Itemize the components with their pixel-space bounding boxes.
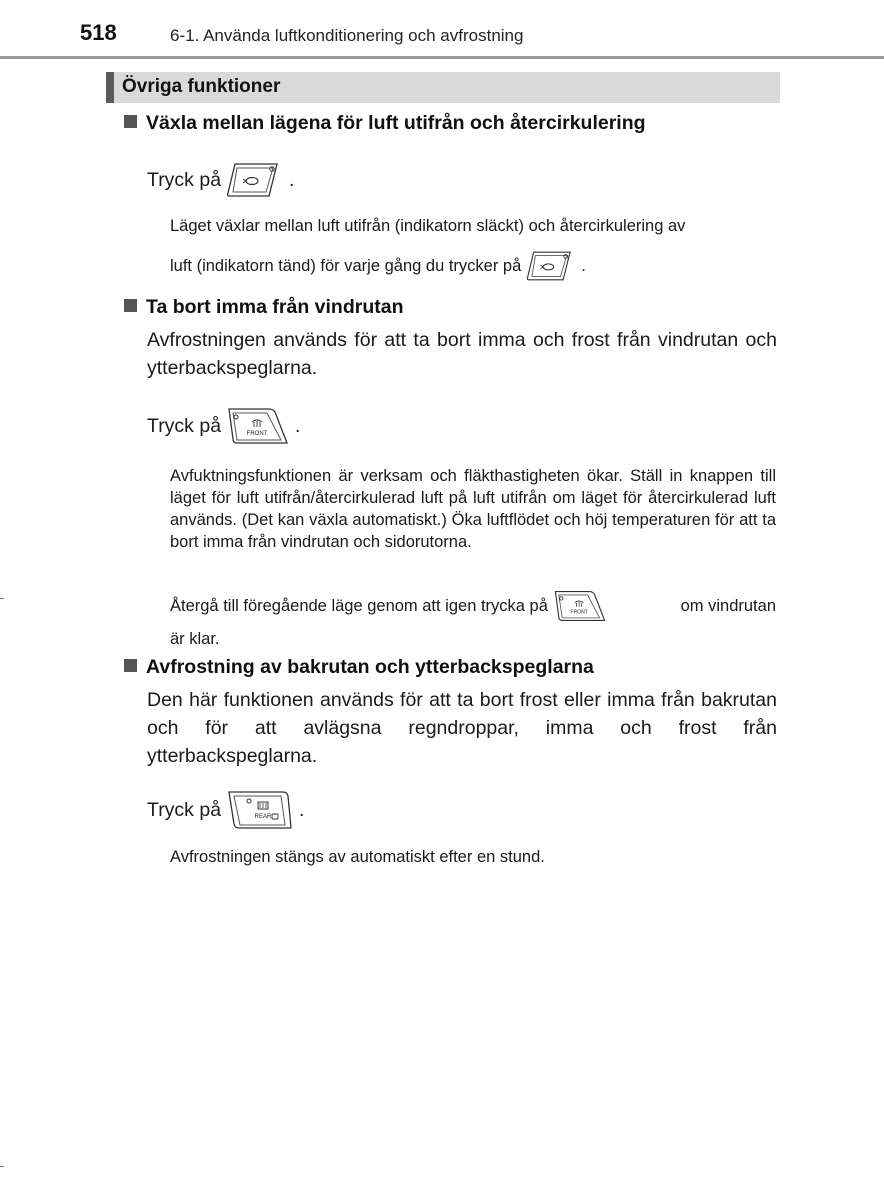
section-heading (106, 72, 780, 103)
press-suffix: . (299, 799, 305, 821)
press-instruction (147, 405, 300, 447)
press-instruction (147, 160, 294, 200)
note-prefix: luft (indikatorn tänd) för varje gång du trycker på (170, 257, 522, 275)
rear-defroster-button-icon (225, 788, 295, 832)
square-bullet-icon (124, 659, 137, 672)
front-defroster-button-icon (552, 588, 608, 624)
subheading-windshield (124, 296, 404, 319)
square-bullet-icon (124, 299, 137, 312)
edge-tick (0, 1166, 4, 1167)
note-line: Läget växlar mellan luft utifrån (indikatorn släckt) och återcirkulering av (170, 217, 686, 235)
recirculation-button-icon (225, 160, 285, 200)
subheading-rear-window (124, 656, 594, 679)
header-rule (0, 56, 884, 59)
recirculation-button-icon (525, 248, 577, 284)
button-label: FRONT (570, 609, 588, 616)
page-number: 518 (80, 20, 117, 45)
front-defroster-button-icon (225, 405, 291, 447)
note-suffix: . (581, 257, 586, 275)
button-label: REAR (254, 814, 272, 820)
note-line: Avfrostningen stängs av automatiskt efter en stund. (170, 848, 545, 866)
intro-paragraph: Avfrostningen används för att ta bort imma och frost från vindrutan och ytterbackspeglarna. (147, 329, 777, 379)
button-label: FRONT (246, 431, 268, 437)
running-head: 6-1. Använda luftkonditionering och avfrostning (170, 26, 524, 45)
intro-paragraph: Den här funktionen används för att ta bort frost eller imma från bakrutan och för att avlägsna regndroppar, imma och frost från ytterbackspeglarna. (147, 689, 777, 767)
return-line2: är klar. (170, 630, 220, 648)
subheading-text: Avfrostning av bakrutan och ytterbackspeglarna (146, 656, 594, 678)
square-bullet-icon (124, 115, 137, 128)
subheading-text: Växla mellan lägena för luft utifrån och återcirkulering (146, 112, 646, 134)
press-prefix: Tryck på (147, 799, 222, 821)
section-title: Övriga funktioner (122, 76, 281, 97)
return-prefix: Återgå till föregående läge genom att igen trycka på (170, 597, 548, 615)
edge-tick (0, 598, 4, 599)
return-note (170, 588, 776, 650)
subheading-recirculation (124, 112, 646, 135)
press-suffix: . (295, 415, 301, 437)
press-suffix: . (289, 169, 295, 191)
note-paragraph: Avfuktningsfunktionen är verksam och fläkthastigheten ökar. Ställ in knappen till läget för luft utifrån/återcirkulerad luft på luft utifrån om läget för återcirkulerad luft används. (Det kan växla automatiskt.) Öka luftflödet och höj temperaturen för att ta bort imma från vindrutan och sidorutorna. (170, 467, 776, 551)
press-prefix: Tryck på (147, 415, 222, 437)
return-suffix: om vindrutan (680, 597, 776, 615)
note-line-with-icon (170, 248, 586, 284)
subheading-text: Ta bort imma från vindrutan (146, 296, 404, 318)
press-instruction (147, 788, 304, 832)
press-prefix: Tryck på (147, 169, 222, 191)
